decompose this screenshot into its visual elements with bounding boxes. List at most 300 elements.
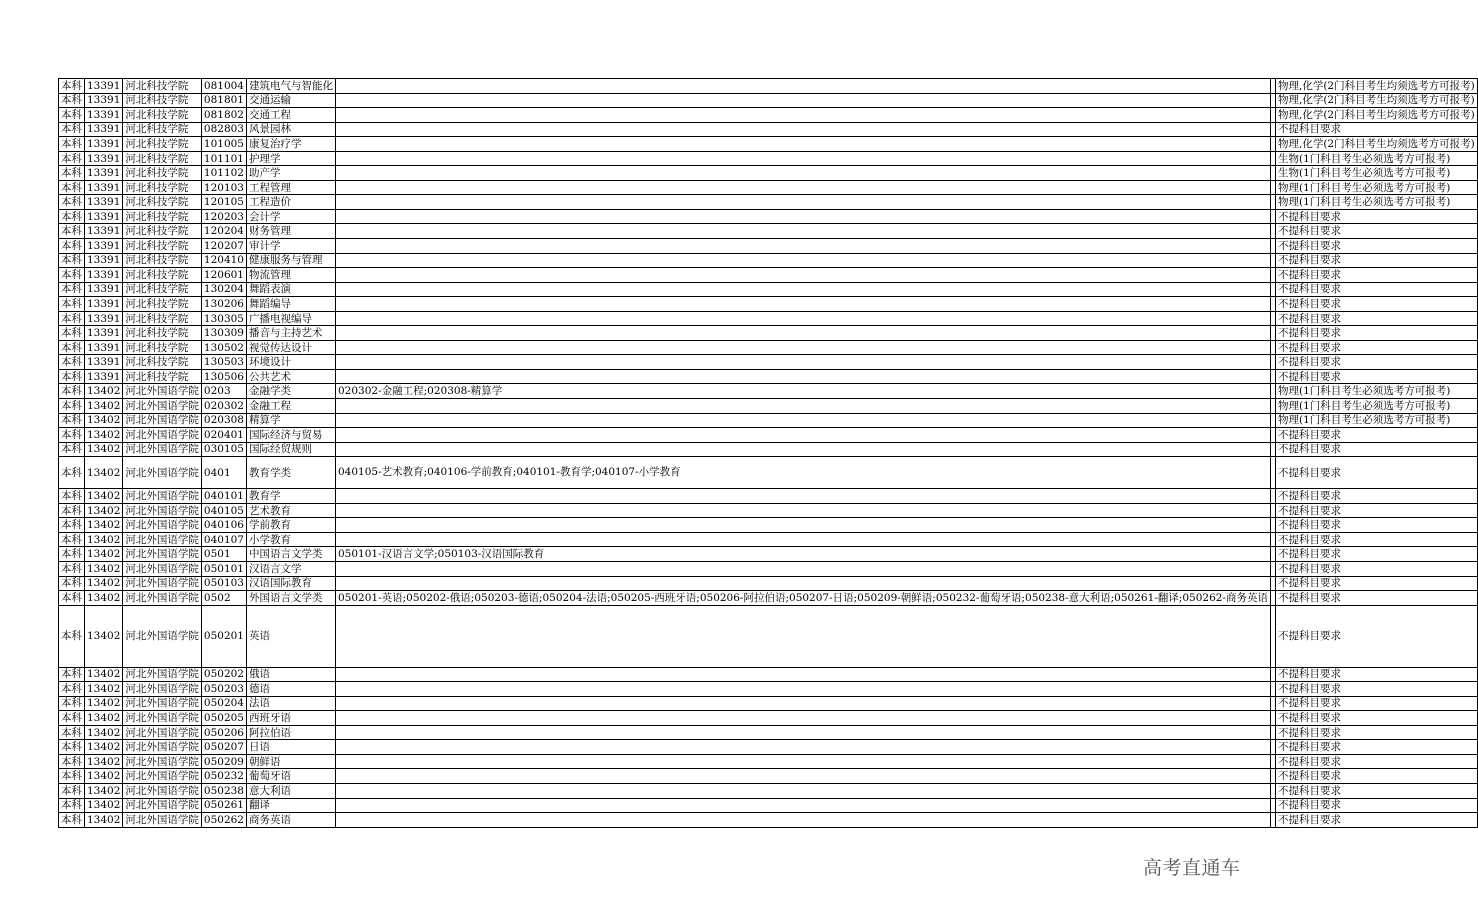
included-majors-cell: 020302-金融工程;020308-精算学 <box>336 384 1271 399</box>
subject-requirement-cell: 不提科目要求 <box>1275 239 1477 254</box>
major-code-cell: 081801 <box>201 93 246 108</box>
school-name-cell: 河北外国语学院 <box>123 489 202 504</box>
level-cell: 本科 <box>59 282 85 297</box>
table-row <box>59 682 1478 697</box>
included-majors-cell <box>336 239 1271 254</box>
level-cell: 本科 <box>59 576 85 591</box>
school-code-cell: 13402 <box>85 725 123 740</box>
school-code-cell: 13391 <box>85 253 123 268</box>
school-name-cell: 河北科技学院 <box>123 180 202 195</box>
level-cell: 本科 <box>59 79 85 94</box>
major-code-cell: 050202 <box>201 667 246 682</box>
level-cell: 本科 <box>59 667 85 682</box>
level-cell: 本科 <box>59 442 85 457</box>
table-row <box>59 297 1478 312</box>
included-majors-cell <box>336 503 1271 518</box>
table-row <box>59 591 1478 606</box>
level-cell: 本科 <box>59 122 85 137</box>
level-cell: 本科 <box>59 108 85 123</box>
level-cell: 本科 <box>59 209 85 224</box>
level-cell: 本科 <box>59 696 85 711</box>
major-code-cell: 130206 <box>201 297 246 312</box>
subject-requirement-cell: 不提科目要求 <box>1275 696 1477 711</box>
school-code-cell: 13391 <box>85 340 123 355</box>
school-name-cell: 河北外国语学院 <box>123 457 202 489</box>
subject-requirement-cell: 不提科目要求 <box>1275 754 1477 769</box>
major-name-cell: 汉语言文学 <box>247 561 336 576</box>
major-code-cell: 020308 <box>201 413 246 428</box>
table-row <box>59 696 1478 711</box>
level-cell: 本科 <box>59 489 85 504</box>
major-code-cell: 101005 <box>201 137 246 152</box>
school-name-cell: 河北科技学院 <box>123 108 202 123</box>
school-name-cell: 河北科技学院 <box>123 209 202 224</box>
table-row <box>59 253 1478 268</box>
table-row <box>59 282 1478 297</box>
level-cell: 本科 <box>59 311 85 326</box>
major-name-cell: 物流管理 <box>247 268 336 283</box>
major-name-cell: 阿拉伯语 <box>247 725 336 740</box>
level-cell: 本科 <box>59 384 85 399</box>
level-cell: 本科 <box>59 151 85 166</box>
school-name-cell: 河北外国语学院 <box>123 740 202 755</box>
table-row <box>59 195 1478 210</box>
table-row <box>59 442 1478 457</box>
table-row <box>59 518 1478 533</box>
level-cell: 本科 <box>59 224 85 239</box>
major-name-cell: 日语 <box>247 740 336 755</box>
table-row <box>59 561 1478 576</box>
school-name-cell: 河北科技学院 <box>123 79 202 94</box>
subject-requirement-cell: 不提科目要求 <box>1275 783 1477 798</box>
major-code-cell: 120410 <box>201 253 246 268</box>
major-name-cell: 英语 <box>247 605 336 667</box>
major-name-cell: 护理学 <box>247 151 336 166</box>
school-name-cell: 河北外国语学院 <box>123 503 202 518</box>
included-majors-cell <box>336 725 1271 740</box>
major-code-cell: 050232 <box>201 769 246 784</box>
subject-requirement-cell: 不提科目要求 <box>1275 725 1477 740</box>
major-name-cell: 外国语言文学类 <box>247 591 336 606</box>
major-name-cell: 葡萄牙语 <box>247 769 336 784</box>
major-name-cell: 西班牙语 <box>247 711 336 726</box>
table-row <box>59 605 1478 667</box>
level-cell: 本科 <box>59 769 85 784</box>
table-row <box>59 754 1478 769</box>
major-code-cell: 040106 <box>201 518 246 533</box>
included-majors-cell <box>336 151 1271 166</box>
school-code-cell: 13402 <box>85 798 123 813</box>
included-majors-cell <box>336 413 1271 428</box>
school-code-cell: 13391 <box>85 151 123 166</box>
school-code-cell: 13402 <box>85 413 123 428</box>
subject-requirement-cell: 不提科目要求 <box>1275 798 1477 813</box>
school-name-cell: 河北科技学院 <box>123 239 202 254</box>
school-name-cell: 河北科技学院 <box>123 253 202 268</box>
table-row <box>59 547 1478 562</box>
major-name-cell: 交通工程 <box>247 108 336 123</box>
included-majors-cell <box>336 137 1271 152</box>
school-name-cell: 河北外国语学院 <box>123 384 202 399</box>
table-row <box>59 769 1478 784</box>
school-code-cell: 13402 <box>85 428 123 443</box>
subject-requirement-cell: 不提科目要求 <box>1275 355 1477 370</box>
level-cell: 本科 <box>59 740 85 755</box>
school-code-cell: 13391 <box>85 282 123 297</box>
school-code-cell: 13402 <box>85 442 123 457</box>
major-code-cell: 082803 <box>201 122 246 137</box>
major-name-cell: 舞蹈表演 <box>247 282 336 297</box>
major-name-cell: 国际经济与贸易 <box>247 428 336 443</box>
school-code-cell: 13402 <box>85 457 123 489</box>
subject-requirement-cell: 不提科目要求 <box>1275 282 1477 297</box>
subject-requirement-cell: 不提科目要求 <box>1275 326 1477 341</box>
major-name-cell: 朝鲜语 <box>247 754 336 769</box>
included-majors-cell: 050101-汉语言文学;050103-汉语国际教育 <box>336 547 1271 562</box>
subject-requirement-cell: 不提科目要求 <box>1275 442 1477 457</box>
table-row <box>59 326 1478 341</box>
school-name-cell: 河北科技学院 <box>123 122 202 137</box>
major-code-cell: 050201 <box>201 605 246 667</box>
school-name-cell: 河北科技学院 <box>123 137 202 152</box>
subject-requirement-cell: 物理(1门科目考生必须选考方可报考) <box>1275 413 1477 428</box>
school-code-cell: 13391 <box>85 355 123 370</box>
major-code-cell: 040101 <box>201 489 246 504</box>
major-code-cell: 050206 <box>201 725 246 740</box>
major-name-cell: 公共艺术 <box>247 369 336 384</box>
table-row <box>59 239 1478 254</box>
subject-requirement-cell: 物理(1门科目考生必须选考方可报考) <box>1275 384 1477 399</box>
table-row <box>59 711 1478 726</box>
school-code-cell: 13391 <box>85 297 123 312</box>
included-majors-cell <box>336 108 1271 123</box>
included-majors-cell <box>336 711 1271 726</box>
table-row <box>59 532 1478 547</box>
school-name-cell: 河北外国语学院 <box>123 605 202 667</box>
level-cell: 本科 <box>59 369 85 384</box>
school-code-cell: 13391 <box>85 79 123 94</box>
school-code-cell: 13402 <box>85 711 123 726</box>
major-name-cell: 助产学 <box>247 166 336 181</box>
major-name-cell: 国际经贸规则 <box>247 442 336 457</box>
major-code-cell: 0502 <box>201 591 246 606</box>
included-majors-cell <box>336 561 1271 576</box>
table-row <box>59 384 1478 399</box>
included-majors-cell <box>336 297 1271 312</box>
table-row <box>59 503 1478 518</box>
subject-requirement-cell: 不提科目要求 <box>1275 503 1477 518</box>
school-name-cell: 河北科技学院 <box>123 195 202 210</box>
school-code-cell: 13391 <box>85 369 123 384</box>
school-name-cell: 河北外国语学院 <box>123 561 202 576</box>
included-majors-cell <box>336 667 1271 682</box>
level-cell: 本科 <box>59 725 85 740</box>
major-code-cell: 130503 <box>201 355 246 370</box>
level-cell: 本科 <box>59 399 85 414</box>
school-name-cell: 河北外国语学院 <box>123 399 202 414</box>
table-row <box>59 399 1478 414</box>
school-code-cell: 13402 <box>85 503 123 518</box>
level-cell: 本科 <box>59 180 85 195</box>
major-code-cell: 050262 <box>201 813 246 828</box>
table-row <box>59 137 1478 152</box>
major-code-cell: 0501 <box>201 547 246 562</box>
school-name-cell: 河北外国语学院 <box>123 754 202 769</box>
subject-requirement-cell: 生物(1门科目考生必须选考方可报考) <box>1275 166 1477 181</box>
school-name-cell: 河北外国语学院 <box>123 711 202 726</box>
table-row <box>59 725 1478 740</box>
major-code-cell: 050204 <box>201 696 246 711</box>
school-code-cell: 13391 <box>85 93 123 108</box>
table-row <box>59 489 1478 504</box>
major-code-cell: 120601 <box>201 268 246 283</box>
included-majors-cell <box>336 442 1271 457</box>
major-code-cell: 130506 <box>201 369 246 384</box>
included-majors-cell <box>336 769 1271 784</box>
level-cell: 本科 <box>59 93 85 108</box>
major-name-cell: 环境设计 <box>247 355 336 370</box>
major-code-cell: 0401 <box>201 457 246 489</box>
subject-requirement-cell: 不提科目要求 <box>1275 457 1477 489</box>
subject-requirement-cell: 不提科目要求 <box>1275 311 1477 326</box>
major-code-cell: 081802 <box>201 108 246 123</box>
school-code-cell: 13391 <box>85 268 123 283</box>
subject-requirement-cell: 不提科目要求 <box>1275 369 1477 384</box>
school-name-cell: 河北外国语学院 <box>123 667 202 682</box>
major-code-cell: 101102 <box>201 166 246 181</box>
level-cell: 本科 <box>59 591 85 606</box>
included-majors-cell <box>336 813 1271 828</box>
school-code-cell: 13391 <box>85 326 123 341</box>
subject-requirement-cell: 不提科目要求 <box>1275 253 1477 268</box>
subject-requirement-cell: 不提科目要求 <box>1275 591 1477 606</box>
level-cell: 本科 <box>59 413 85 428</box>
subject-requirement-cell: 不提科目要求 <box>1275 547 1477 562</box>
level-cell: 本科 <box>59 137 85 152</box>
included-majors-cell <box>336 489 1271 504</box>
level-cell: 本科 <box>59 428 85 443</box>
school-code-cell: 13391 <box>85 108 123 123</box>
school-name-cell: 河北外国语学院 <box>123 783 202 798</box>
table-row <box>59 457 1478 489</box>
table-row <box>59 151 1478 166</box>
school-name-cell: 河北科技学院 <box>123 268 202 283</box>
school-code-cell: 13391 <box>85 239 123 254</box>
major-code-cell: 120105 <box>201 195 246 210</box>
major-name-cell: 广播电视编导 <box>247 311 336 326</box>
included-majors-cell <box>336 253 1271 268</box>
included-majors-cell <box>336 326 1271 341</box>
subject-requirement-cell: 不提科目要求 <box>1275 576 1477 591</box>
included-majors-cell <box>336 355 1271 370</box>
major-name-cell: 播音与主持艺术 <box>247 326 336 341</box>
included-majors-cell <box>336 532 1271 547</box>
subject-requirement-cell: 不提科目要求 <box>1275 561 1477 576</box>
level-cell: 本科 <box>59 326 85 341</box>
included-majors-cell <box>336 340 1271 355</box>
major-name-cell: 康复治疗学 <box>247 137 336 152</box>
table-row <box>59 340 1478 355</box>
included-majors-cell <box>336 783 1271 798</box>
level-cell: 本科 <box>59 195 85 210</box>
subject-requirement-cell: 不提科目要求 <box>1275 682 1477 697</box>
major-code-cell: 050103 <box>201 576 246 591</box>
level-cell: 本科 <box>59 813 85 828</box>
major-name-cell: 视觉传达设计 <box>247 340 336 355</box>
included-majors-cell <box>336 696 1271 711</box>
school-name-cell: 河北外国语学院 <box>123 413 202 428</box>
major-name-cell: 会计学 <box>247 209 336 224</box>
included-majors-cell <box>336 399 1271 414</box>
table-row <box>59 798 1478 813</box>
major-name-cell: 舞蹈编导 <box>247 297 336 312</box>
table-row <box>59 369 1478 384</box>
level-cell: 本科 <box>59 605 85 667</box>
level-cell: 本科 <box>59 754 85 769</box>
subject-requirement-cell: 物理(1门科目考生必须选考方可报考) <box>1275 195 1477 210</box>
school-code-cell: 13391 <box>85 122 123 137</box>
school-name-cell: 河北外国语学院 <box>123 813 202 828</box>
table-row <box>59 79 1478 94</box>
subject-requirement-cell: 不提科目要求 <box>1275 813 1477 828</box>
school-name-cell: 河北外国语学院 <box>123 518 202 533</box>
school-name-cell: 河北科技学院 <box>123 151 202 166</box>
included-majors-cell <box>336 79 1271 94</box>
school-code-cell: 13402 <box>85 384 123 399</box>
subject-requirement-cell: 不提科目要求 <box>1275 769 1477 784</box>
table-row <box>59 224 1478 239</box>
school-name-cell: 河北外国语学院 <box>123 682 202 697</box>
major-name-cell: 汉语国际教育 <box>247 576 336 591</box>
major-code-cell: 120203 <box>201 209 246 224</box>
level-cell: 本科 <box>59 268 85 283</box>
school-name-cell: 河北科技学院 <box>123 311 202 326</box>
major-code-cell: 120103 <box>201 180 246 195</box>
table-row <box>59 428 1478 443</box>
school-name-cell: 河北外国语学院 <box>123 532 202 547</box>
subject-requirement-cell: 不提科目要求 <box>1275 122 1477 137</box>
school-code-cell: 13402 <box>85 561 123 576</box>
school-code-cell: 13402 <box>85 696 123 711</box>
school-code-cell: 13391 <box>85 166 123 181</box>
school-code-cell: 13402 <box>85 754 123 769</box>
school-code-cell: 13391 <box>85 195 123 210</box>
major-name-cell: 俄语 <box>247 667 336 682</box>
school-name-cell: 河北科技学院 <box>123 93 202 108</box>
major-name-cell: 风景园林 <box>247 122 336 137</box>
major-code-cell: 0203 <box>201 384 246 399</box>
level-cell: 本科 <box>59 561 85 576</box>
level-cell: 本科 <box>59 711 85 726</box>
school-name-cell: 河北外国语学院 <box>123 725 202 740</box>
subject-requirement-cell: 不提科目要求 <box>1275 489 1477 504</box>
major-code-cell: 020401 <box>201 428 246 443</box>
major-code-cell: 130502 <box>201 340 246 355</box>
subject-requirement-cell: 不提科目要求 <box>1275 224 1477 239</box>
level-cell: 本科 <box>59 340 85 355</box>
school-name-cell: 河北外国语学院 <box>123 547 202 562</box>
included-majors-cell: 050201-英语;050202-俄语;050203-德语;050204-法语;050205-西班牙语;050206-阿拉伯语;050207-日语;050209-朝鲜语;050232-葡萄牙语;050238-意大利语;050261-翻译;050262-商务英语 <box>336 591 1271 606</box>
included-majors-cell <box>336 754 1271 769</box>
major-name-cell: 法语 <box>247 696 336 711</box>
subject-requirement-cell: 物理(1门科目考生必须选考方可报考) <box>1275 399 1477 414</box>
major-code-cell: 050203 <box>201 682 246 697</box>
major-name-cell: 交通运输 <box>247 93 336 108</box>
included-majors-cell <box>336 209 1271 224</box>
school-name-cell: 河北外国语学院 <box>123 442 202 457</box>
table-row <box>59 268 1478 283</box>
table-row <box>59 108 1478 123</box>
level-cell: 本科 <box>59 297 85 312</box>
school-code-cell: 13402 <box>85 399 123 414</box>
school-code-cell: 13402 <box>85 532 123 547</box>
major-name-cell: 工程造价 <box>247 195 336 210</box>
major-code-cell: 130305 <box>201 311 246 326</box>
school-code-cell: 13402 <box>85 783 123 798</box>
school-code-cell: 13402 <box>85 518 123 533</box>
table-row <box>59 355 1478 370</box>
subject-requirement-cell: 物理,化学(2门科目考生均须选考方可报考) <box>1275 93 1477 108</box>
level-cell: 本科 <box>59 532 85 547</box>
major-name-cell: 艺术教育 <box>247 503 336 518</box>
major-name-cell: 精算学 <box>247 413 336 428</box>
school-code-cell: 13402 <box>85 489 123 504</box>
level-cell: 本科 <box>59 547 85 562</box>
major-code-cell: 120204 <box>201 224 246 239</box>
major-name-cell: 德语 <box>247 682 336 697</box>
subject-requirement-cell: 不提科目要求 <box>1275 428 1477 443</box>
subject-requirement-cell: 不提科目要求 <box>1275 268 1477 283</box>
table-row <box>59 667 1478 682</box>
level-cell: 本科 <box>59 457 85 489</box>
school-code-cell: 13391 <box>85 137 123 152</box>
included-majors-cell <box>336 93 1271 108</box>
watermark-text: 高考直通车 <box>1143 857 1241 879</box>
included-majors-cell <box>336 180 1271 195</box>
level-cell: 本科 <box>59 682 85 697</box>
included-majors-cell <box>336 166 1271 181</box>
major-name-cell: 意大利语 <box>247 783 336 798</box>
school-code-cell: 13402 <box>85 667 123 682</box>
included-majors-cell <box>336 224 1271 239</box>
major-code-cell: 120207 <box>201 239 246 254</box>
subject-requirement-cell: 不提科目要求 <box>1275 532 1477 547</box>
school-code-cell: 13402 <box>85 576 123 591</box>
table-row <box>59 813 1478 828</box>
included-majors-cell <box>336 268 1271 283</box>
subject-requirement-cell: 不提科目要求 <box>1275 740 1477 755</box>
school-name-cell: 河北科技学院 <box>123 224 202 239</box>
school-name-cell: 河北外国语学院 <box>123 591 202 606</box>
school-name-cell: 河北外国语学院 <box>123 769 202 784</box>
level-cell: 本科 <box>59 783 85 798</box>
school-name-cell: 河北科技学院 <box>123 355 202 370</box>
level-cell: 本科 <box>59 518 85 533</box>
table-row <box>59 576 1478 591</box>
table-row <box>59 783 1478 798</box>
table-row <box>59 93 1478 108</box>
included-majors-cell <box>336 682 1271 697</box>
major-name-cell: 金融学类 <box>247 384 336 399</box>
included-majors-cell <box>336 428 1271 443</box>
school-code-cell: 13402 <box>85 682 123 697</box>
included-majors-cell <box>336 122 1271 137</box>
included-majors-cell <box>336 195 1271 210</box>
school-name-cell: 河北外国语学院 <box>123 696 202 711</box>
table-row <box>59 180 1478 195</box>
major-code-cell: 130204 <box>201 282 246 297</box>
major-code-cell: 101101 <box>201 151 246 166</box>
